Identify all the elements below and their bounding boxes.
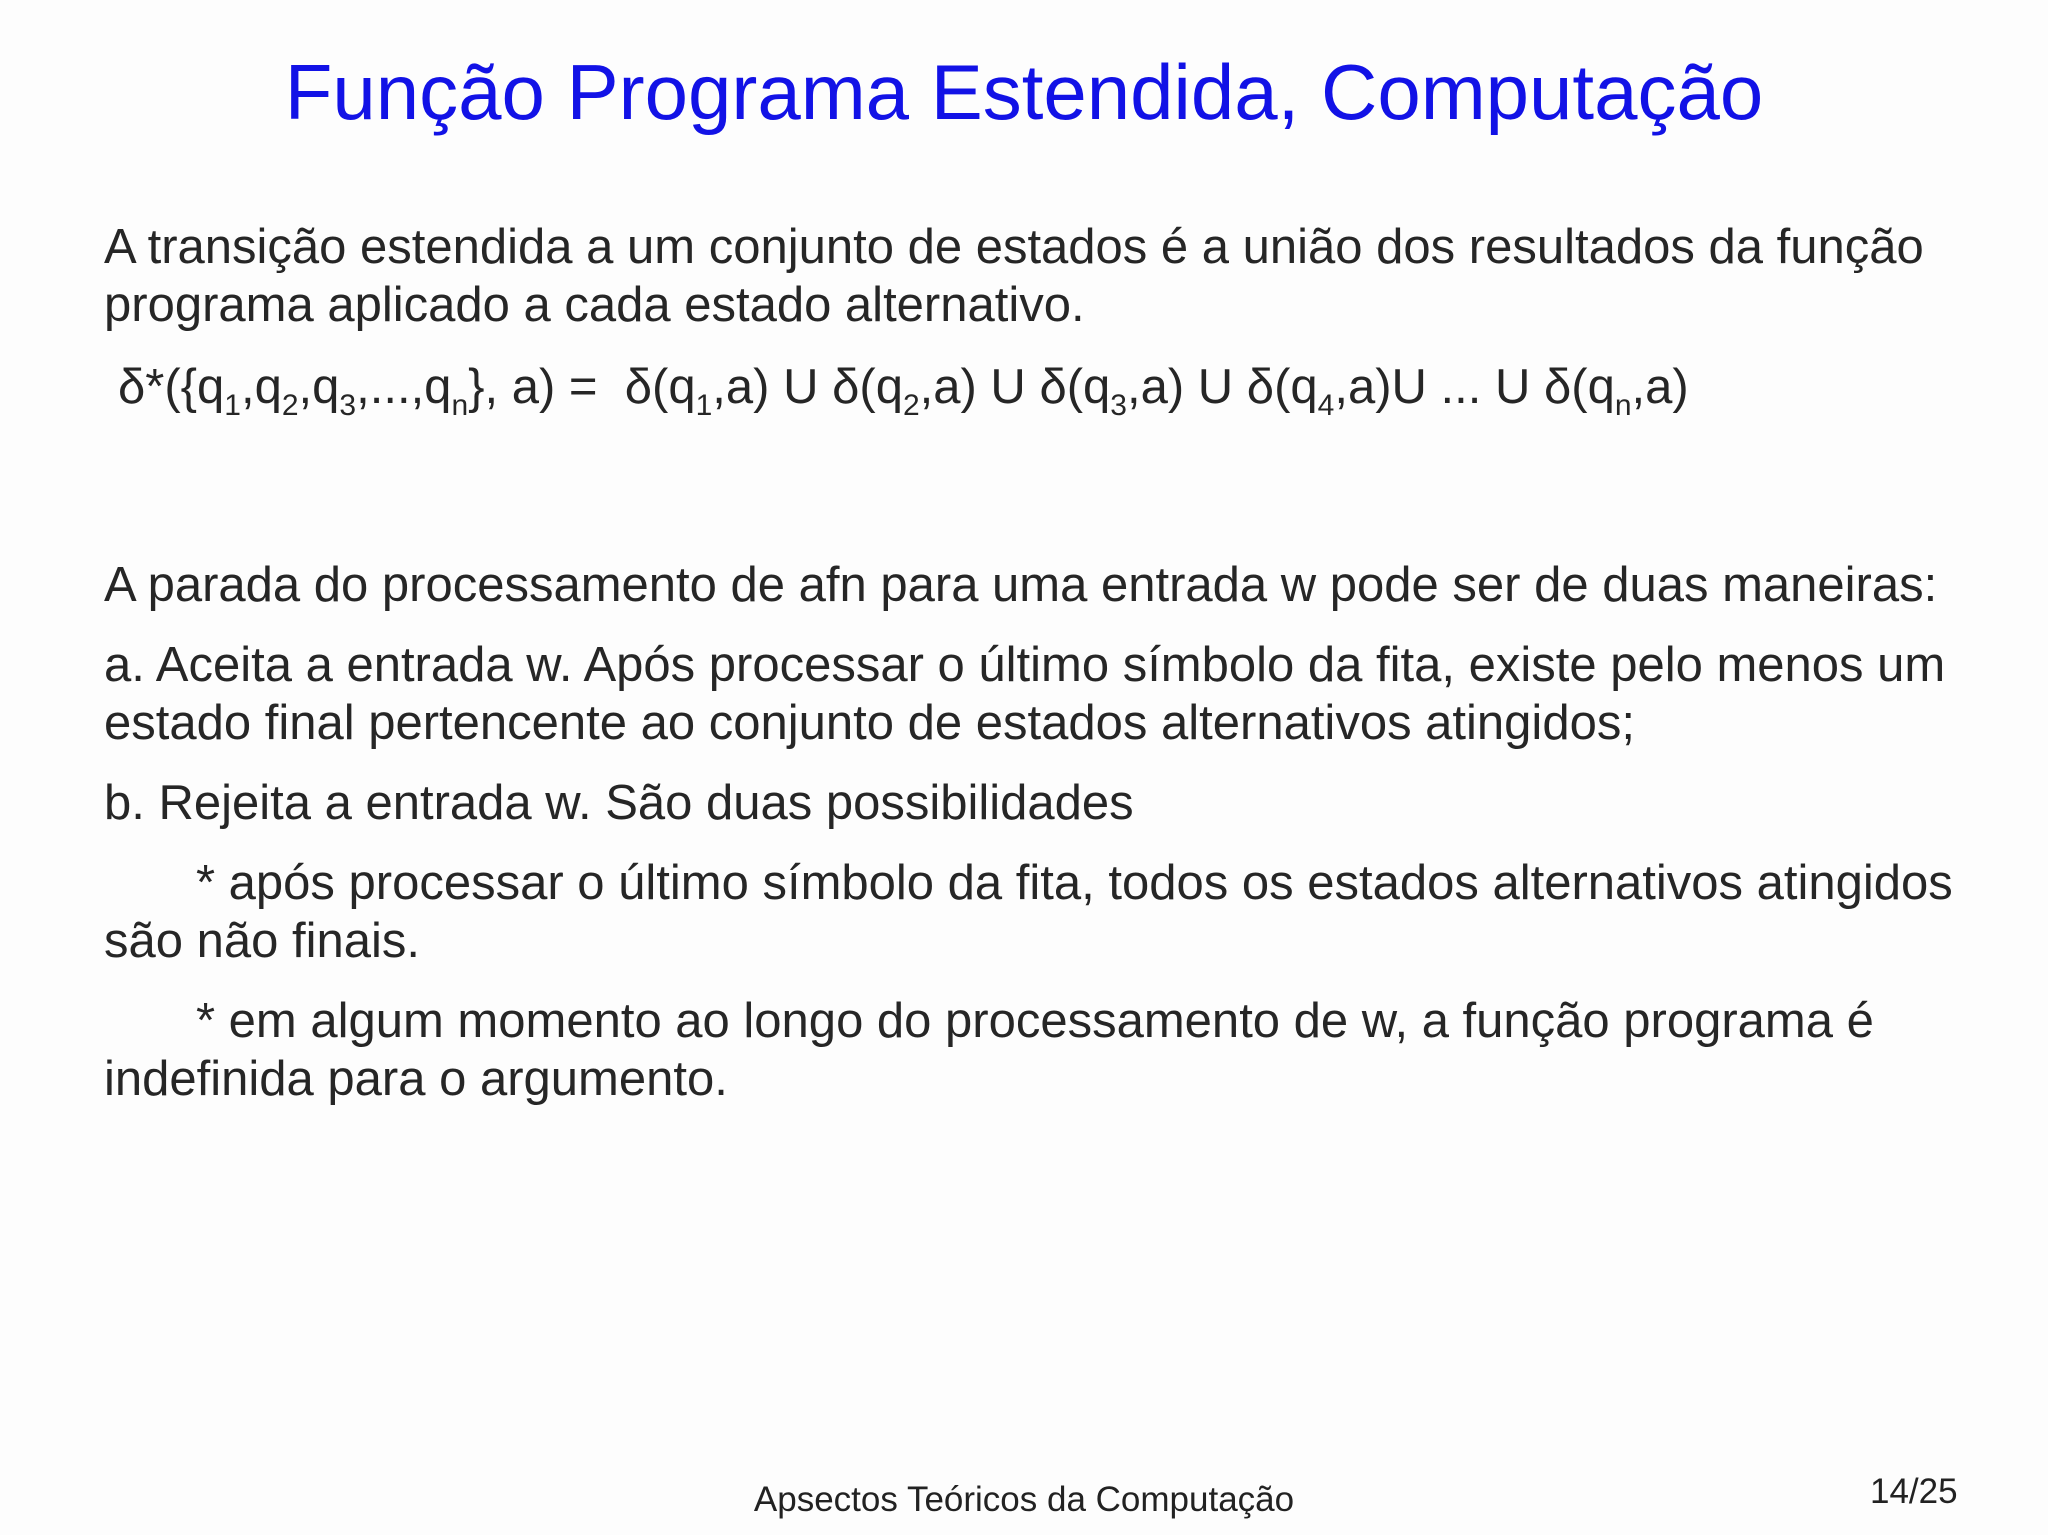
slide-body — [104, 218, 1964, 1130]
item-reject-case-2: * em algum momento ao longo do processamento de w, a função programa é indefinida para o argumento. — [104, 994, 1874, 1106]
extended-transition-formula: $\delta*(\{q_1,q_2,q_3,...,q_n\}$, $a) = \delta(q_1,a)$ U $\delta(q_2,a)$ U $\delta(q_3,a)$ U $\delta(q_4,a)U$ ... U $\delta(q_n,a)$ — [118, 360, 1689, 422]
delta-symbol: δ — [624, 360, 653, 414]
item-reject-case-1: * após processar o último símbolo da fita, todos os estados alternativos atingidos são não finais. — [104, 856, 1953, 968]
spacer — [104, 416, 1964, 556]
page-number: 14/25 — [1870, 1472, 1958, 1511]
item-accept: a. Aceita a entrada w. Após processar o último símbolo da fita, existe pelo menos um estado final pertencente ao conjunto de estados alternativos atingidos; — [104, 638, 1946, 750]
delta-symbol: δ — [832, 360, 860, 414]
delta-symbol: δ — [1039, 360, 1067, 414]
item-reject: b. Rejeita a entrada w. São duas possibilidades — [104, 776, 1134, 830]
delta-symbol: δ — [1246, 360, 1275, 414]
delta-symbol: δ — [118, 360, 146, 414]
slide-title: Função Programa Estendida, Computação — [284, 48, 1764, 136]
delta-symbol: δ — [1543, 360, 1572, 414]
paragraph-halting: A parada do processamento de afn para uma entrada w pode ser de duas maneiras: — [104, 558, 1938, 612]
paragraph-extended-transition: A transição estendida a um conjunto de estados é a união dos resultados da função programa aplicado a cada estado alternativo. — [104, 220, 1924, 332]
footer-course-name: Apsectos Teóricos da Computação — [753, 1480, 1295, 1519]
